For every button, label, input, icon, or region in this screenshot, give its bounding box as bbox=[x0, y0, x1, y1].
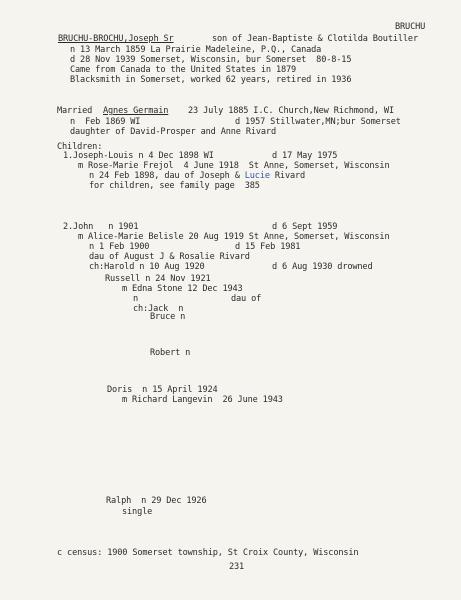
russell-marriage: m Edna Stone 12 Dec 1943 bbox=[122, 284, 243, 294]
spouse-name: Agnes Germain bbox=[103, 106, 169, 116]
child2-spouse-death: d 15 Feb 1981 bbox=[235, 242, 301, 252]
child1-name: 1.Joseph-Louis n 4 Dec 1898 WI bbox=[63, 151, 214, 161]
subject-occupation: Blacksmith in Somerset, worked 62 years, retired in 1936 bbox=[70, 75, 352, 85]
census-note: c census: 1900 Somerset township, St Croix County, Wisconsin bbox=[57, 548, 359, 558]
child2-spouse-parents: dau of August J & Rosalie Rivard bbox=[89, 252, 250, 262]
spouse-parents: daughter of David-Prosper and Anne Rivard bbox=[70, 127, 276, 137]
child2-name: 2.John n 1901 bbox=[63, 222, 139, 232]
grandchild-harold: ch:Harold n 10 Aug 1920 bbox=[89, 262, 205, 272]
grandchild-doris: Doris n 15 April 1924 bbox=[107, 385, 218, 395]
child2-spouse-birth: n 1 Feb 1900 bbox=[89, 242, 150, 252]
subject-parents: son of Jean-Baptiste & Clotilda Boutiller bbox=[212, 34, 418, 44]
doris-marriage: m Richard Langevin 26 June 1943 bbox=[122, 395, 283, 405]
married-label: Married bbox=[57, 106, 93, 116]
subject-name: BRUCHU-BROCHU,Joseph Sr bbox=[58, 34, 174, 44]
grandchild-robert: Robert n bbox=[150, 348, 191, 358]
grandchild-ralph: Ralph n 29 Dec 1926 bbox=[106, 496, 207, 506]
page-surname-header: BRUCHU bbox=[395, 22, 426, 32]
russell-spouse-parents: dau of bbox=[231, 294, 262, 304]
child2-marriage: m Alice-Marie Belisle 20 Aug 1919 St Anne, Somerset, Wisconsin bbox=[78, 232, 390, 242]
child1-marriage: m Rose-Marie Frejol 4 June 1918 St Anne, Somerset, Wisconsin bbox=[78, 161, 390, 171]
page-number: 231 bbox=[229, 562, 245, 572]
subject-immigration: Came from Canada to the United States in 1879 bbox=[70, 65, 297, 75]
child1-spouse-info: n 24 Feb 1898, dau of Joseph & Lucie Rivard bbox=[89, 171, 306, 181]
ralph-status: single bbox=[122, 507, 153, 517]
russell-spouse-birth: n bbox=[133, 294, 139, 304]
great-grandchild-jack: ch:Jack n bbox=[133, 304, 184, 314]
spouse-death: d 1957 Stillwater,MN;bur Somerset bbox=[235, 117, 401, 127]
spouse-birth: n Feb 1869 WI bbox=[70, 117, 141, 127]
grandchild-bruce: Bruce n bbox=[150, 312, 186, 322]
handwritten-correction: Lucie bbox=[244, 171, 270, 181]
child1-family-ref: for children, see family page 385 bbox=[89, 181, 260, 191]
children-heading: Children: bbox=[57, 142, 103, 152]
subject-death: d 28 Nov 1939 Somerset, Wisconsin, bur Somerset 80-8-15 bbox=[70, 55, 352, 65]
child2-death: d 6 Sept 1959 bbox=[272, 222, 338, 232]
child1-death: d 17 May 1975 bbox=[272, 151, 338, 161]
subject-birth: n 13 March 1859 La Prairie Madeleine, P.Q., Canada bbox=[70, 45, 322, 55]
marriage-details: 23 July 1885 I.C. Church,New Richmond, WI bbox=[188, 106, 394, 116]
grandchild-russell: Russell n 24 Nov 1921 bbox=[105, 274, 211, 284]
grandchild-harold-death: d 6 Aug 1930 drowned bbox=[272, 262, 373, 272]
